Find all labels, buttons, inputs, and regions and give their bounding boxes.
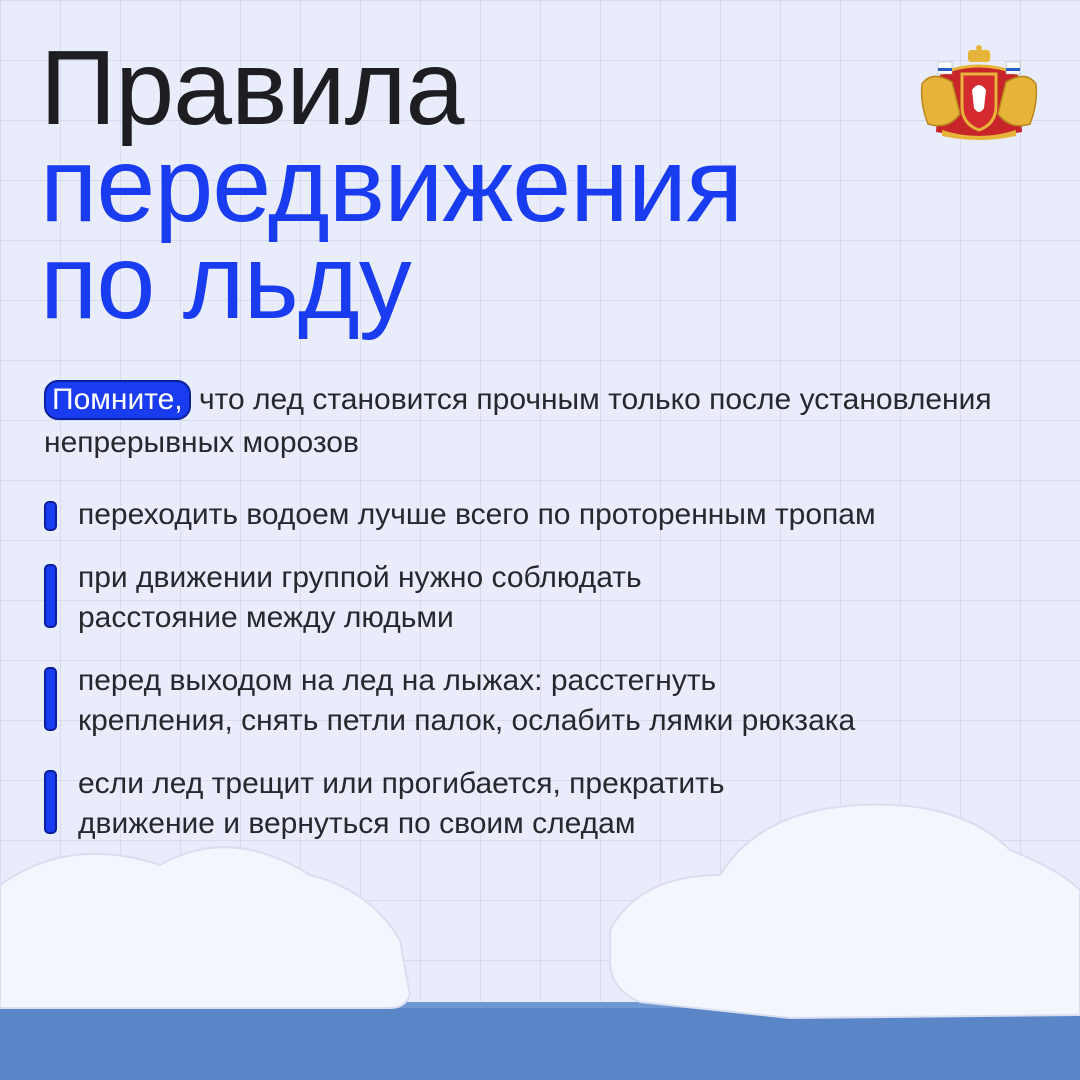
list-item-text: при движении группой нужно соблюдать расстояние между людьми [78, 561, 642, 634]
list-item-text: переходить водоем лучше всего по проторенным тропам [78, 498, 876, 531]
intro-rest: что лед становится прочным только после установления непрерывных морозов [44, 383, 992, 459]
title-line-2: передвижения [40, 126, 743, 244]
list-item-text: перед выходом на лед на лыжах: расстегнуть крепления, снять петли палок, ослабить лямки рюкзака [78, 664, 856, 737]
snow-drift-right [610, 805, 1080, 1018]
list-item [44, 495, 1034, 535]
title-line-1: Правила [40, 29, 464, 147]
list-item [44, 558, 1034, 638]
intro-text [44, 378, 1004, 464]
coat-of-arms-icon [918, 44, 1040, 142]
snow-clouds-illustration [0, 780, 1080, 1080]
bullet-marker [44, 564, 57, 628]
list-item-text: если лед трещит или прогибается, прекратить движение и вернуться по своим следам [78, 767, 725, 840]
bullet-marker [44, 667, 57, 731]
snow-drift-left [0, 847, 410, 1008]
page-title [40, 29, 743, 341]
title-line-3: по льду [40, 223, 411, 341]
bullet-marker [44, 501, 57, 531]
list-item [44, 661, 1034, 741]
remember-highlight: Помните, [44, 380, 191, 420]
